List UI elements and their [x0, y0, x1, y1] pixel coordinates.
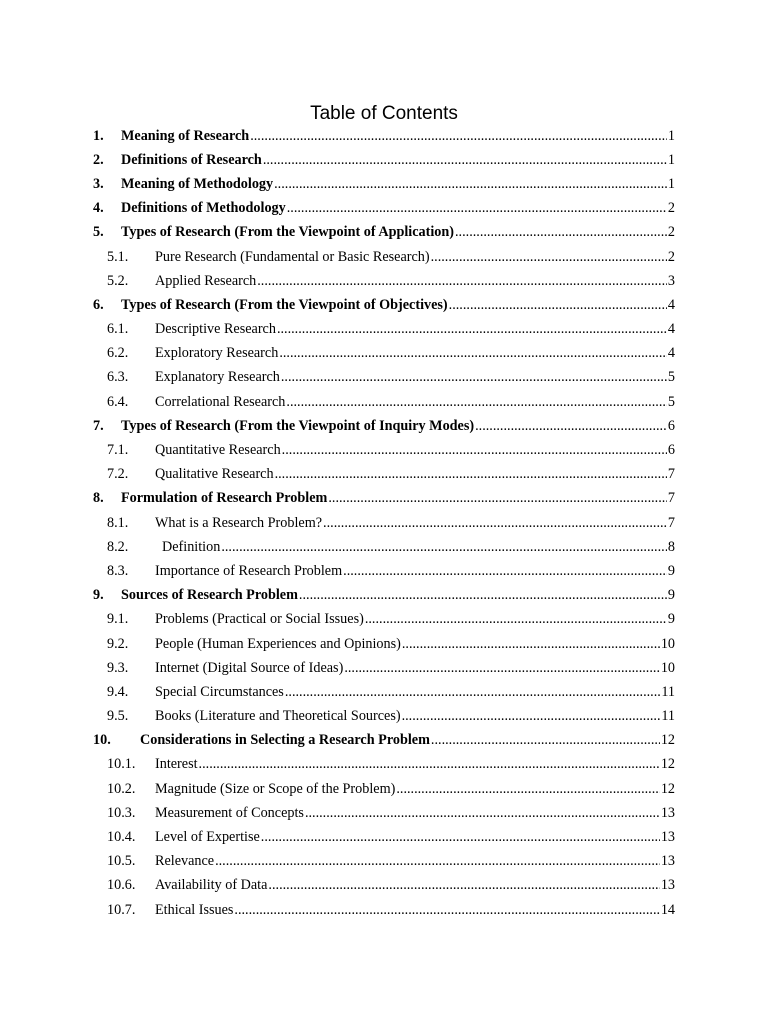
toc-entry-number: 9.4. — [107, 683, 129, 700]
toc-entry[interactable] — [93, 438, 675, 462]
toc-dot-leader — [396, 781, 659, 798]
toc-entry-page: 12 — [660, 780, 675, 797]
toc-entry-number: 4. — [93, 200, 104, 217]
toc-entry-page: 11 — [661, 683, 675, 700]
toc-entry-page: 3 — [667, 272, 675, 289]
toc-entry[interactable] — [93, 584, 675, 608]
toc-entry-label: Quantitative Research — [155, 442, 281, 459]
toc-entry-page: 2 — [667, 200, 675, 217]
toc-entry-page: 9 — [667, 611, 675, 628]
toc-entry-number: 5. — [93, 224, 104, 241]
toc-entry-page: 1 — [667, 175, 675, 192]
toc-entry-page: 11 — [661, 708, 675, 725]
toc-entry[interactable] — [93, 777, 675, 801]
toc-entry-page: 4 — [667, 296, 675, 313]
toc-entry[interactable] — [93, 342, 675, 366]
page-title: Table of Contents — [310, 103, 458, 124]
toc-entry-page: 13 — [660, 804, 675, 821]
toc-entry-page: 9 — [667, 587, 675, 604]
toc-entry-number: 10.1. — [107, 756, 136, 773]
toc-dot-leader — [475, 418, 667, 435]
toc-dot-leader — [215, 853, 660, 870]
toc-entry-label: Descriptive Research — [155, 321, 276, 338]
toc-entry[interactable] — [93, 318, 675, 342]
toc-entry-number: 6.2. — [107, 345, 129, 362]
toc-dot-leader — [305, 805, 660, 822]
toc-dot-leader — [279, 345, 667, 362]
toc-entry[interactable] — [93, 632, 675, 656]
toc-entry-page: 1 — [667, 127, 675, 144]
toc-entry-number: 10.7. — [107, 901, 136, 918]
toc-entry-number: 10.5. — [107, 853, 136, 870]
toc-entry-number: 6.1. — [107, 321, 129, 338]
toc-entry[interactable] — [93, 269, 675, 293]
toc-entry-number: 5.2. — [107, 272, 129, 289]
toc-entry-number: 5.1. — [107, 248, 129, 265]
toc-dot-leader — [250, 128, 667, 145]
toc-entry-label: Exploratory Research — [155, 345, 279, 362]
toc-dot-leader — [281, 369, 667, 386]
toc-entry[interactable] — [93, 293, 675, 317]
toc-entry-page: 10 — [660, 635, 675, 652]
toc-entry[interactable] — [93, 390, 675, 414]
toc-entry-label: Explanatory Research — [155, 369, 280, 386]
toc-entry-label: Pure Research (Fundamental or Basic Research) — [155, 248, 430, 265]
toc-entry-number: 9.1. — [107, 611, 129, 628]
toc-entry-number: 7. — [93, 417, 104, 434]
toc-entry-number: 7.1. — [107, 442, 129, 459]
toc-dot-leader — [431, 249, 667, 266]
toc-entry-number: 9.5. — [107, 708, 129, 725]
toc-entry-number: 9.2. — [107, 635, 129, 652]
toc-entry-label: People (Human Experiences and Opinions) — [155, 635, 401, 652]
toc-entry-page: 14 — [660, 901, 675, 918]
toc-entry-label: Qualitative Research — [155, 466, 274, 483]
toc-entry[interactable] — [93, 801, 675, 825]
toc-entry[interactable] — [93, 245, 675, 269]
toc-dot-leader — [221, 539, 667, 556]
toc-entry-label: Types of Research (From the Viewpoint of Inquiry Modes) — [121, 417, 475, 434]
toc-entry-page: 13 — [660, 877, 675, 894]
toc-entry[interactable] — [93, 197, 675, 221]
toc-entry[interactable] — [93, 221, 675, 245]
toc-entry-number: 6. — [93, 296, 104, 313]
toc-entry-label: Applied Research — [155, 272, 257, 289]
toc-entry-page: 7 — [667, 490, 675, 507]
toc-entry-page: 6 — [667, 442, 675, 459]
toc-entry-page: 2 — [667, 248, 675, 265]
toc-dot-leader — [402, 636, 660, 653]
toc-entry-label: Special Circumstances — [155, 683, 284, 700]
toc-entry[interactable] — [93, 825, 675, 849]
toc-dot-leader — [323, 515, 667, 532]
toc-entry-label: What is a Research Problem? — [155, 514, 323, 531]
toc-entry-page: 10 — [660, 659, 675, 676]
toc-dot-leader — [282, 442, 667, 459]
toc-entry-label: Meaning of Research — [121, 127, 250, 144]
toc-dot-leader — [343, 563, 667, 580]
toc-dot-leader — [287, 200, 667, 217]
toc-entry[interactable] — [93, 705, 675, 729]
toc-entry[interactable] — [93, 414, 675, 438]
toc-dot-leader — [299, 587, 667, 604]
toc-entry[interactable] — [93, 559, 675, 583]
toc-dot-leader — [431, 732, 660, 749]
toc-dot-leader — [449, 297, 667, 314]
toc-entry-number: 8. — [93, 490, 104, 507]
toc-entry[interactable] — [93, 850, 675, 874]
toc-dot-leader — [328, 490, 667, 507]
toc-list — [93, 124, 675, 922]
toc-entry-number: 10.2. — [107, 780, 136, 797]
toc-entry-label: Availability of Data — [155, 877, 268, 894]
toc-entry-page: 2 — [667, 224, 675, 241]
toc-dot-leader — [402, 708, 661, 725]
toc-entry-label: Definitions of Research — [121, 151, 262, 168]
toc-entry[interactable] — [93, 463, 675, 487]
toc-entry-page: 4 — [667, 321, 675, 338]
toc-entry-number: 10. — [93, 732, 111, 749]
toc-dot-leader — [234, 902, 659, 919]
toc-dot-leader — [275, 466, 667, 483]
toc-entry-number: 2. — [93, 151, 104, 168]
toc-entry[interactable] — [93, 148, 675, 172]
toc-entry-label: Definition — [162, 538, 221, 555]
toc-entry[interactable] — [93, 124, 675, 148]
toc-entry-page: 7 — [667, 466, 675, 483]
toc-entry[interactable] — [93, 874, 675, 898]
toc-entry-page: 6 — [667, 417, 675, 434]
toc-entry-page: 13 — [660, 853, 675, 870]
toc-entry-number: 9.3. — [107, 659, 129, 676]
toc-entry-label: Measurement of Concepts — [155, 804, 304, 821]
toc-entry-label: Considerations in Selecting a Research Problem — [140, 732, 430, 749]
toc-entry-label: Problems (Practical or Social Issues) — [155, 611, 364, 628]
toc-dot-leader — [285, 684, 660, 701]
toc-entry-label: Importance of Research Problem — [155, 562, 343, 579]
toc-entry-label: Types of Research (From the Viewpoint of Objectives) — [121, 296, 448, 313]
toc-entry-label: Types of Research (From the Viewpoint of Application) — [121, 224, 454, 241]
toc-entry-page: 12 — [660, 732, 675, 749]
toc-entry-number: 10.6. — [107, 877, 136, 894]
toc-entry-label: Interest — [155, 756, 198, 773]
toc-entry-page: 9 — [667, 562, 675, 579]
toc-dot-leader — [365, 611, 667, 628]
toc-entry-page: 5 — [667, 369, 675, 386]
toc-dot-leader — [286, 394, 667, 411]
toc-dot-leader — [455, 224, 667, 241]
toc-dot-leader — [277, 321, 667, 338]
toc-entry-number: 8.1. — [107, 514, 129, 531]
toc-entry-page: 7 — [667, 514, 675, 531]
toc-entry-label: Formulation of Research Problem — [121, 490, 328, 507]
toc-entry[interactable] — [93, 535, 675, 559]
toc-dot-leader — [261, 829, 660, 846]
toc-entry-label: Correlational Research — [155, 393, 286, 410]
toc-entry-label: Internet (Digital Source of Ideas) — [155, 659, 344, 676]
toc-entry-number: 3. — [93, 175, 104, 192]
toc-entry-label: Relevance — [155, 853, 215, 870]
toc-entry-page: 13 — [660, 829, 675, 846]
toc-entry[interactable] — [93, 898, 675, 922]
toc-entry-number: 10.3. — [107, 804, 136, 821]
toc-entry[interactable] — [93, 511, 675, 535]
toc-entry-number: 9. — [93, 587, 104, 604]
toc-entry-label: Definitions of Methodology — [121, 200, 286, 217]
toc-entry-page: 5 — [667, 393, 675, 410]
toc-dot-leader — [274, 176, 667, 193]
toc-entry-page: 8 — [667, 538, 675, 555]
toc-dot-leader — [268, 877, 659, 894]
toc-entry[interactable] — [93, 172, 675, 196]
toc-entry-page: 4 — [667, 345, 675, 362]
toc-entry-label: Books (Literature and Theoretical Sources) — [155, 708, 401, 725]
toc-entry-label: Sources of Research Problem — [121, 587, 298, 604]
toc-dot-leader — [344, 660, 660, 677]
toc-entry-number: 1. — [93, 127, 104, 144]
toc-entry[interactable] — [93, 608, 675, 632]
toc-entry-label: Meaning of Methodology — [121, 175, 274, 192]
toc-entry[interactable] — [93, 656, 675, 680]
toc-entry-label: Magnitude (Size or Scope of the Problem) — [155, 780, 396, 797]
toc-dot-leader — [257, 273, 667, 290]
toc-entry-number: 6.4. — [107, 393, 129, 410]
toc-entry-number: 10.4. — [107, 829, 136, 846]
toc-entry-number: 7.2. — [107, 466, 129, 483]
toc-entry-label: Ethical Issues — [155, 901, 234, 918]
toc-entry-number: 8.3. — [107, 562, 129, 579]
toc-dot-leader — [199, 756, 660, 773]
toc-entry[interactable] — [93, 366, 675, 390]
toc-entry-number: 6.3. — [107, 369, 129, 386]
toc-entry-page: 12 — [660, 756, 675, 773]
toc-entry[interactable] — [93, 487, 675, 511]
toc-entry-label: Level of Expertise — [155, 829, 260, 846]
toc-entry-number: 8.2. — [107, 538, 129, 555]
toc-entry[interactable] — [93, 680, 675, 704]
toc-entry[interactable] — [93, 729, 675, 753]
toc-entry-page: 1 — [667, 151, 675, 168]
toc-dot-leader — [263, 152, 667, 169]
toc-entry[interactable] — [93, 753, 675, 777]
